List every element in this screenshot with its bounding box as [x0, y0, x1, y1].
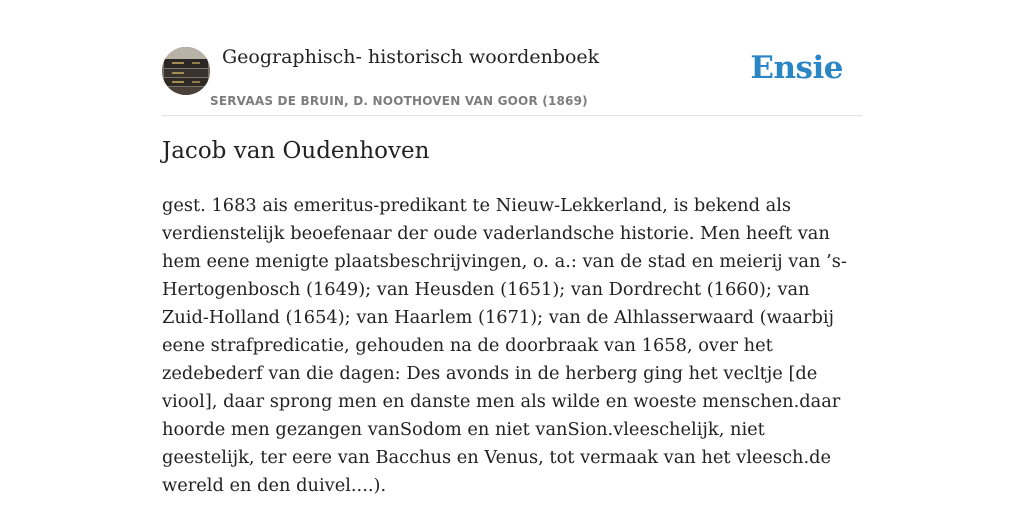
ensie-logo-link[interactable]: Ensie	[750, 50, 843, 86]
entry-text: gest. 1683 ais emeritus-predikant te Nieuw-Lekkerland, is bekend als verdienstelijk beoefenaar der oude vaderlandsche historie. Men heeft van hem eene menigte plaatsbeschrijvingen, o. a.: van de stad en meierij van ’s-Hertogenbosch (1649); van Heusden (1651); van Dordrecht (1660); van Zuid-Holland (1654); van Haarlem (1671); van de Alhlasserwaard (waarbij eene strafpredicatie, gehouden na de doorbraak van 1658, over het zedebederf van die dagen: Des avonds in de herberg ging het vecltje [de viool], daar sprong men en danste men als wilde en woeste menschen.daar hoorde men gezangen vanSodom en niet vanSion.vleeschelijk, niet geestelijk, ter eere van Bacchus en Venus, tot vermaak van het vleesch.de wereld en den duivel....).	[162, 195, 847, 496]
book-cover-avatar[interactable]	[162, 47, 210, 95]
entry-title: Jacob van Oudenhoven	[162, 138, 430, 164]
book-authors: SERVAAS DE BRUIN, D. NOOTHOVEN VAN GOOR (1869)	[210, 94, 588, 108]
book-cover-icon	[162, 47, 210, 95]
book-header	[162, 46, 862, 116]
book-title-link[interactable]: Geographisch- historisch woordenboek	[222, 46, 600, 68]
